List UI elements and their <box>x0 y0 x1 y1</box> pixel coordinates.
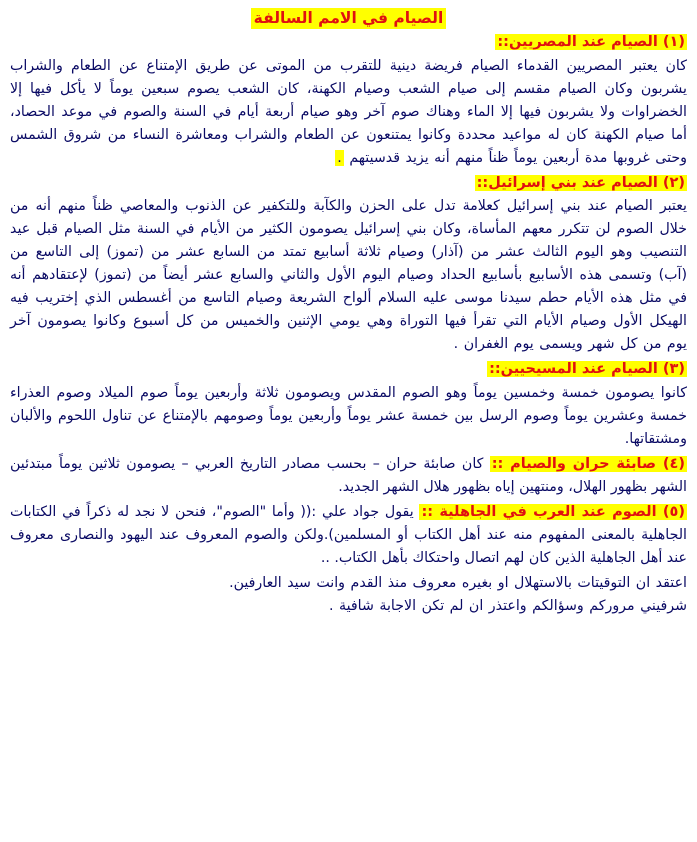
section-body-sabians-harran <box>10 453 687 499</box>
section-heading-israelites: (٢) الصيام عند بني إسرائيل:: <box>476 174 685 191</box>
section-body-text: كان يعتبر المصريين القدماء الصيام فريضة دينية للتقرب من الموتى عن طريق الإمتناع عن الطعام والشراب يشربون وكان الصيام مقسم إلى صيام الشعب وصيام الكهنة، كان الشعب يصوم سبعين يوماً لا يأكل فيها إلا الخضراوات ولا يشربون فيها إلا الماء وهناك صوم آخر وهو صيام أربعة أيام في السنة والصوم في موعد الحصاد، أما صيام الكهنة كان له مواعيد محددة وكانوا يمتنعون عن الطعام والشراب ومعاشرة النساء من شروق الشمس وحتى غروبها مدة أربعين يوماً ظناً منهم أنه يزيد قدسيتهم <box>10 57 687 166</box>
section-body-text: كان صابئة حران – بحسب مصادر التاريخ العربي – يصومون ثلاثين يوماً مبتدئين الشهر بظهور الهلال، ومنتهين إياه بظهور هلال الشهر الجديد <box>10 456 687 496</box>
section-body-tail: . <box>337 149 342 166</box>
closing-line-2: شرفيني مروركم وسؤالكم واعتذر ان لم تكن الاجابة شافية . <box>328 598 687 615</box>
section-body-text: يعتبر الصيام عند بني إسرائيل كعلامة تدل على الحزن والكآبة وللتكفير عن الذنوب والمعاصي ظناً منهم أنه من خلال الصوم لن تتكرر معهم المأساة، وكان بني إسرائيل يصومون الكثير من الأيام في السنة مثل الصيام قبل عيد التنصيب وهو اليوم الثالث عشر من (آذار) وصيام ثلاثة أسابيع تمتد من السابع عشر من (تموز) إلى التاسع من (آب) وتسمى هذه الأسابيع بأسابيع الحداد وصيام اليوم الأول والثاني والسابع عشر أيضاً من (تموز) لإعتقادهم أنه في مثل هذه الأيام حطم سيدنا موسى عليه السلام ألواح الشريعة وصيام التاسع من أغسطس الذي إختريب فيه الهيكل الأول وصيام الأيام التي تقرأ فيها التوراة وهي يومي الإثنين والخميس من كل أسبوع وكانوا يصومون آخر يوم من كل شهر ويسمى يوم الغفران <box>10 198 687 353</box>
document-title-row <box>10 8 687 29</box>
section-body-tail: . <box>624 431 630 448</box>
section-heading-sabians-harran: (٤) صابئة حران والصيام :: <box>491 456 685 473</box>
section-body-tail: . <box>338 479 343 496</box>
section-israelites <box>10 172 687 357</box>
section-christians <box>10 358 687 451</box>
section-heading-row <box>10 172 687 195</box>
section-body-tail: . .. <box>320 550 339 567</box>
section-body-egyptians <box>10 55 687 170</box>
section-heading-egyptians: (١) الصيام عند المصريين:: <box>497 33 685 50</box>
section-body-text: يقول جواد علي :(( وأما "الصوم"، فنحن لا نجد له ذكراً في الكتابات الجاهلية بالمعنى المفهوم منه عند أهل الكتاب أو المسلمين).ولكن والصوم المعروف عند اليهود والنصارى معروف عند أهل الجاهلية الذين كان لهم اتصال واحتكاك بأهل الكتاب <box>10 504 687 567</box>
section-arabs-jahiliyyah <box>10 501 687 570</box>
section-body-tail: . <box>453 336 459 353</box>
section-egyptians <box>10 31 687 170</box>
closing-line-1: اعتقد ان التوقيتات بالاستهلال او بغيره معروف منذ القدم وانت سيد العارفين. <box>229 575 687 592</box>
section-heading-row <box>10 358 687 381</box>
section-sabians-harran <box>10 453 687 499</box>
section-heading-row <box>10 31 687 54</box>
section-body-christians <box>10 382 687 451</box>
section-body-israelites <box>10 195 687 356</box>
section-body-text: كانوا يصومون خمسة وخمسين يوماً وهو الصوم المقدس ويصومون ثلاثة وأربعين يوماً صوم الميلاد وصوم العذراء خمسة وعشرين يوماً وصوم الرسل بين خمسة عشر يوماً وأربعين يوماً وصومهم بالإمتناع عن تناول اللحوم والألبان ومشتقاتها <box>10 385 687 448</box>
section-heading-arabs-jahiliyyah: (٥) الصوم عند العرب في الجاهلية :: <box>421 504 686 521</box>
page-title: الصيام في الامم السالفة <box>251 8 447 29</box>
section-body-arabs-jahiliyyah <box>10 501 687 570</box>
section-heading-christians: (٣) الصيام عند المسيحيين:: <box>489 361 685 378</box>
